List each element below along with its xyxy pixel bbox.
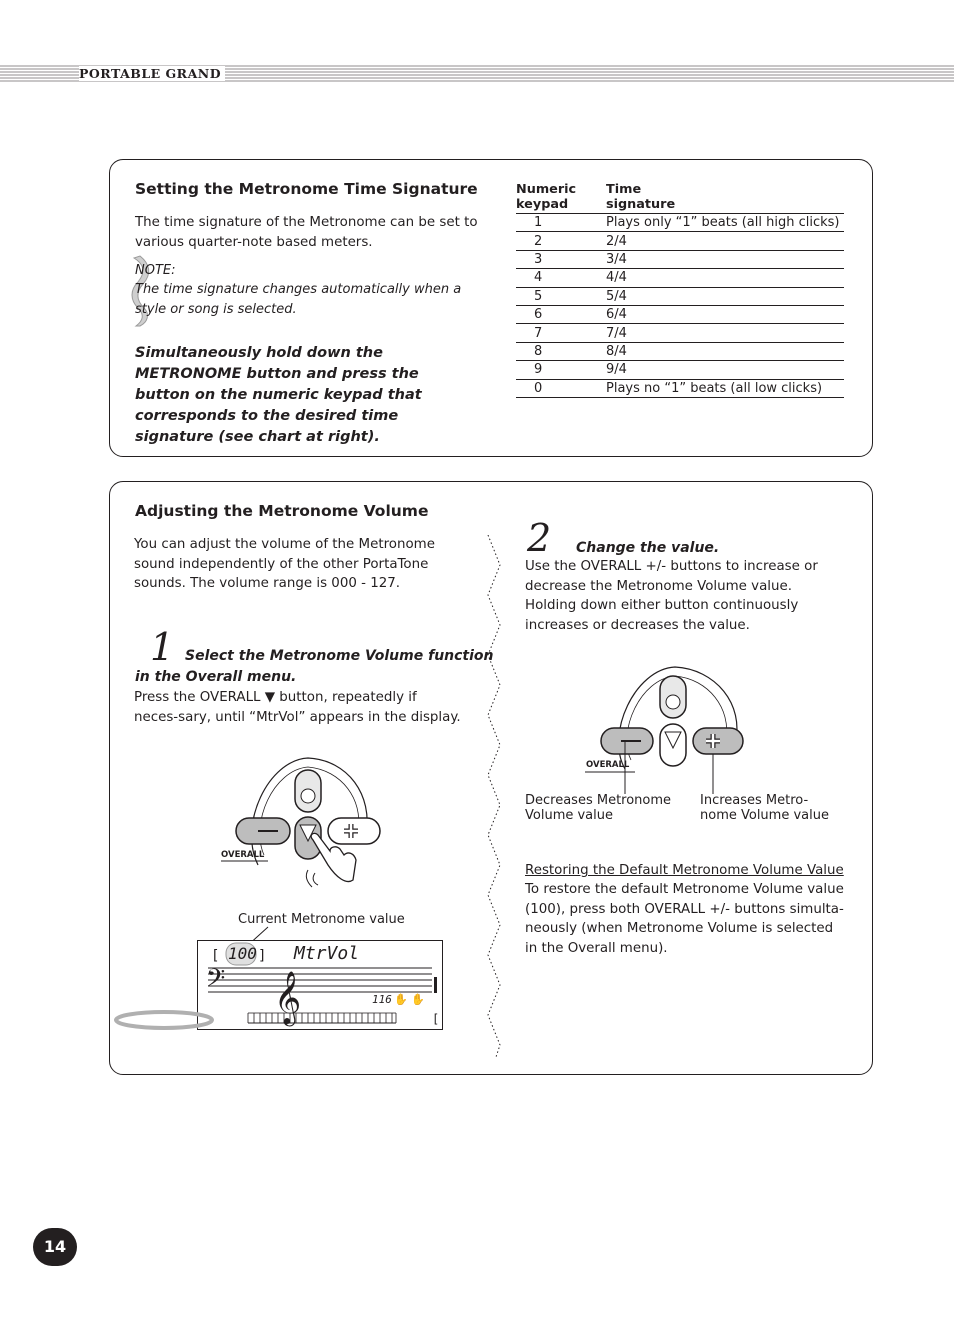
step1-heading-a: Select the Metronome Volume function — [185, 648, 494, 664]
keypad-cell: 7 — [516, 324, 606, 342]
page-number: 14 — [33, 1228, 77, 1266]
keypad-cell: 2 — [516, 232, 606, 250]
increase-caption-line2: nome Volume value — [700, 808, 829, 823]
step1-heading-b: in the Overall menu. — [135, 669, 297, 685]
table-row — [516, 324, 844, 342]
step1-text: Press the OVERALL ▼ button, repeatedly if neces-sary, until “MtrVol” appears in the display. — [134, 690, 461, 725]
col2-header-line1: Time — [606, 182, 642, 197]
signature-cell: 3/4 — [606, 250, 844, 268]
signature-cell: Plays only “1” beats (all high clicks) — [606, 214, 844, 232]
lcd-display — [197, 940, 443, 1030]
signature-cell: 8/4 — [606, 342, 844, 360]
table-row — [516, 269, 844, 287]
decrease-caption-line1: Decreases Metronome — [525, 793, 672, 808]
volume-intro: You can adjust the volume of the Metronome sound independently of the other PortaTone sounds. The volume range is 000 - 127. — [134, 537, 435, 591]
signature-cell: 2/4 — [606, 232, 844, 250]
svg-text:[: [ — [211, 948, 220, 964]
increase-caption-line1: Increases Metro- — [700, 793, 809, 808]
svg-text:]: ] — [258, 948, 267, 964]
step2-text: Use the OVERALL +/- buttons to increase or decrease the Metronome Volume value. Holding down either button continuously increases or decreases the value. — [525, 559, 818, 633]
lcd-tempo: 116 — [372, 993, 392, 1006]
table-row — [516, 342, 844, 360]
time-signature-instruction: Simultaneously hold down the METRONOME button and press the button on the numeric keypad that corresponds to the desired time signature (see chart at right). — [135, 345, 422, 445]
keypad-cell: 9 — [516, 361, 606, 379]
bass-clef-icon: 𝄢 — [206, 964, 226, 999]
signature-cell: 5/4 — [606, 287, 844, 305]
time-signature-title: Setting the Metronome Time Signature — [135, 180, 478, 198]
keypad-cell: 3 — [516, 250, 606, 268]
restore-heading: Restoring the Default Metronome Volume Value — [525, 863, 844, 878]
lcd-highlight-ring — [113, 1008, 215, 1032]
col-keypad-header — [516, 182, 606, 214]
lcd-name: MtrVol — [294, 943, 360, 964]
time-signature-intro: The time signature of the Metronome can be set to various quarter-note based meters. — [135, 215, 478, 250]
table-row — [516, 379, 844, 397]
overall-buttons-illustration-step1 — [218, 755, 388, 890]
table-row — [516, 232, 844, 250]
overall-label-step1: OVERALL — [221, 850, 265, 860]
step2-heading: Change the value. — [576, 540, 720, 556]
svg-text:[: [ — [432, 1012, 440, 1026]
keypad-cell: 6 — [516, 305, 606, 323]
restore-text: To restore the default Metronome Volume value (100), press both OVERALL +/- buttons simulta-neously (when Metronome Volume is selected in the Overall menu). — [525, 882, 844, 956]
keypad-cell: 8 — [516, 342, 606, 360]
signature-cell: 9/4 — [606, 361, 844, 379]
table-row — [516, 361, 844, 379]
overall-label-step2: OVERALL — [586, 760, 630, 770]
volume-title: Adjusting the Metronome Volume — [135, 502, 429, 520]
current-value-caption: Current Metronome value — [238, 912, 405, 927]
signature-cell: 4/4 — [606, 269, 844, 287]
col2-header-line2: signature — [606, 197, 676, 212]
keypad-cell: 1 — [516, 214, 606, 232]
keyboard-strip-icon — [248, 1013, 396, 1023]
keypad-cell: 0 — [516, 379, 606, 397]
step2-number: 2 — [527, 516, 552, 560]
overall-buttons-illustration-step2 — [585, 664, 760, 794]
signature-cell: 7/4 — [606, 324, 844, 342]
decrease-caption-line2: Volume value — [525, 808, 613, 823]
header-brand: PORTABLE GRAND — [79, 66, 225, 81]
step1-number: 1 — [150, 625, 175, 669]
note-label: NOTE: — [135, 263, 176, 278]
table-row — [516, 305, 844, 323]
signature-cell: 6/4 — [606, 305, 844, 323]
table-row — [516, 287, 844, 305]
note-text: The time signature changes automatically when a style or song is selected. — [135, 282, 462, 317]
table-row — [516, 250, 844, 268]
col1-header-line1: Numeric — [516, 182, 577, 197]
col-signature-header — [606, 182, 844, 214]
table-header-row — [516, 182, 844, 214]
table-row — [516, 214, 844, 232]
treble-clef-icon: 𝄞 — [274, 970, 302, 1024]
time-signature-table — [516, 182, 844, 398]
keypad-cell: 4 — [516, 269, 606, 287]
lcd-value: 100 — [228, 944, 257, 963]
col1-header-line2: keypad — [516, 197, 569, 212]
signature-cell: Plays no “1” beats (all low clicks) — [606, 379, 844, 397]
column-divider — [482, 535, 512, 1060]
hand-icons: ✋ ✋ — [394, 993, 425, 1006]
keypad-cell: 5 — [516, 287, 606, 305]
